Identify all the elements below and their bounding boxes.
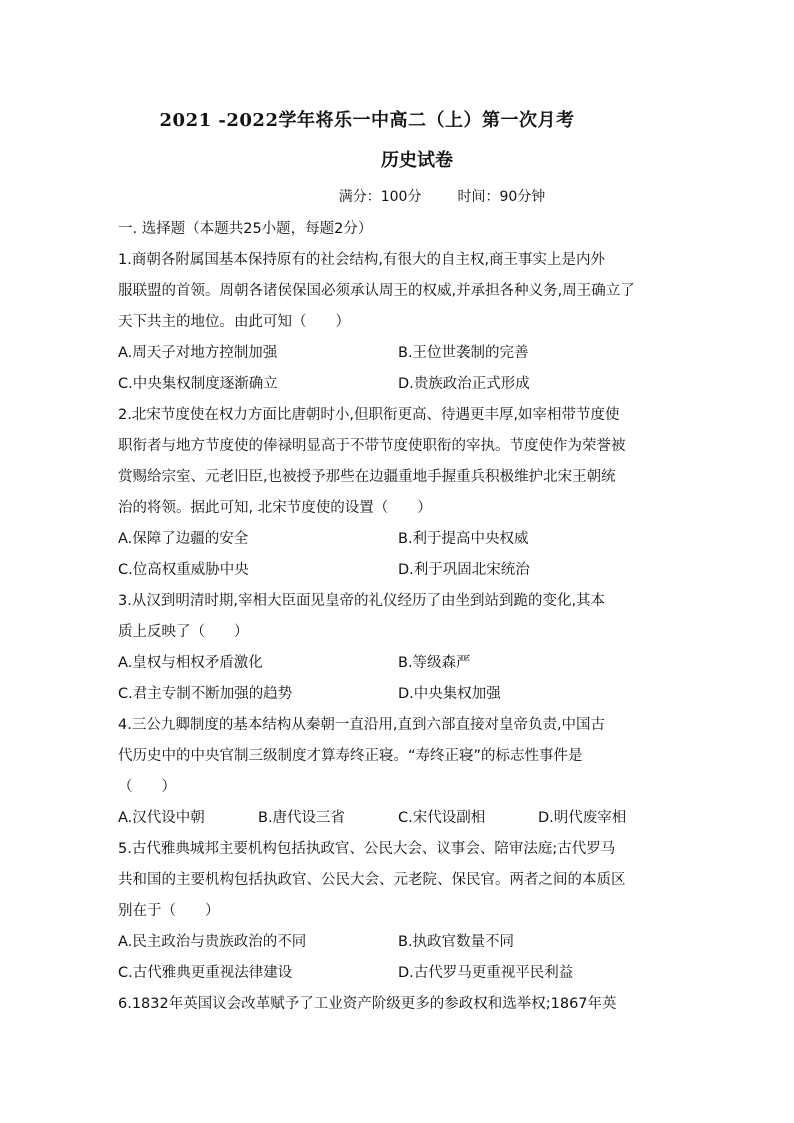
- option-b: B.王位世袭制的完善: [398, 345, 529, 361]
- option-c: C.中央集权制度逐渐确立: [118, 376, 278, 392]
- question-3: [118, 586, 688, 710]
- section-heading: 一. 选择题（本题共25小题，每题2分）: [118, 221, 373, 237]
- question-list: [118, 214, 688, 1020]
- option-c: C.宋代设副相: [398, 810, 486, 826]
- question-6: [118, 989, 688, 1020]
- question-5: [118, 834, 688, 989]
- option-a: A.周天子对地方控制加强: [118, 345, 278, 361]
- question-stem-line: （ ）: [118, 779, 176, 795]
- question-stem-line: 服联盟的首领。周朝各诸侯保国必须承认周王的权威,并承担各种义务,周王确立了: [118, 283, 635, 299]
- question-stem-line: 职衔者与地方节度使的俸禄明显高于不带节度使职衔的宰执。节度使作为荣誉被: [118, 438, 626, 454]
- option-d: D.中央集权加强: [398, 686, 501, 702]
- option-a: A.皇权与相权矛盾激化: [118, 655, 263, 671]
- option-b: B.利于提高中央权威: [398, 531, 529, 547]
- full-score: 满分：100分: [338, 189, 422, 205]
- question-stem-line: 2.北宋节度使在权力方面比唐朝时小,但职衔更高、待遇更丰厚,如宰相带节度使: [118, 407, 620, 423]
- options-row: [118, 555, 688, 586]
- option-d: D.明代废宰相: [538, 810, 627, 826]
- exam-time: 时间：90分钟: [457, 189, 546, 205]
- option-a: A.汉代设中朝: [118, 810, 205, 826]
- options-row: [118, 958, 688, 989]
- option-d: D.古代罗马更重视平民利益: [398, 965, 574, 981]
- question-stem-line: 6.1832年英国议会改革赋予了工业资产阶级更多的参政权和选举权;1867年英: [118, 996, 617, 1012]
- options-row: [118, 524, 688, 555]
- option-b: B.执政官数量不同: [398, 934, 515, 950]
- question-1: [118, 245, 688, 400]
- exam-title: 2021 -2022学年将乐一中高二（上）第一次月考: [159, 110, 575, 131]
- options-row: [118, 338, 688, 369]
- question-stem-line: 5.古代雅典城邦主要机构包括执政官、公民大会、议事会、陪审法庭;古代罗马: [118, 841, 616, 857]
- option-c: C.位高权重威胁中央: [118, 562, 249, 578]
- question-stem-line: 天下共主的地位。由此可知（ ）: [118, 314, 350, 330]
- question-4: [118, 710, 688, 834]
- question-stem-line: 共和国的主要机构包括执政官、公民大会、元老院、保民官。两者之间的本质区: [118, 872, 626, 888]
- options-row: [118, 679, 688, 710]
- exam-meta: [0, 186, 794, 206]
- option-b: B.唐代设三省: [258, 810, 346, 826]
- question-stem-line: 治的将领。据此可知, 北宋节度使的设置（ ）: [118, 500, 432, 516]
- question-stem-line: 质上反映了（ ）: [118, 624, 249, 640]
- question-2: [118, 400, 688, 586]
- exam-subtitle: 历史试卷: [381, 150, 453, 171]
- option-d: D.利于巩固北宋统治: [398, 562, 530, 578]
- question-stem-line: 别在于（ ）: [118, 903, 220, 919]
- options-row: [118, 927, 688, 958]
- option-d: D.贵族政治正式形成: [398, 376, 530, 392]
- question-stem-line: 赏赐给宗室、元老旧臣,也被授予那些在边疆重地手握重兵积极维护北宋王朝统: [118, 469, 616, 485]
- question-stem-line: 3.从汉到明清时期,宰相大臣面见皇帝的礼仪经历了由坐到站到跪的变化,其本: [118, 593, 606, 609]
- question-stem-line: 代历史中的中央官制三级制度才算寿终正寝。“寿终正寝”的标志性事件是: [118, 748, 583, 764]
- options-row: [118, 648, 688, 679]
- options-row: [118, 369, 688, 400]
- option-c: C.君主专制不断加强的趋势: [118, 686, 293, 702]
- option-a: A.民主政治与贵族政治的不同: [118, 934, 307, 950]
- option-b: B.等级森严: [398, 655, 471, 671]
- option-a: A.保障了边疆的安全: [118, 531, 249, 547]
- question-stem-line: 4.三公九卿制度的基本结构从秦朝一直沿用,直到六部直接对皇帝负责,中国古: [118, 717, 606, 733]
- option-c: C.古代雅典更重视法律建设: [118, 965, 293, 981]
- options-row: [118, 803, 688, 834]
- question-stem-line: 1.商朝各附属国基本保持原有的社会结构,有很大的自主权,商王事实上是内外: [118, 252, 606, 268]
